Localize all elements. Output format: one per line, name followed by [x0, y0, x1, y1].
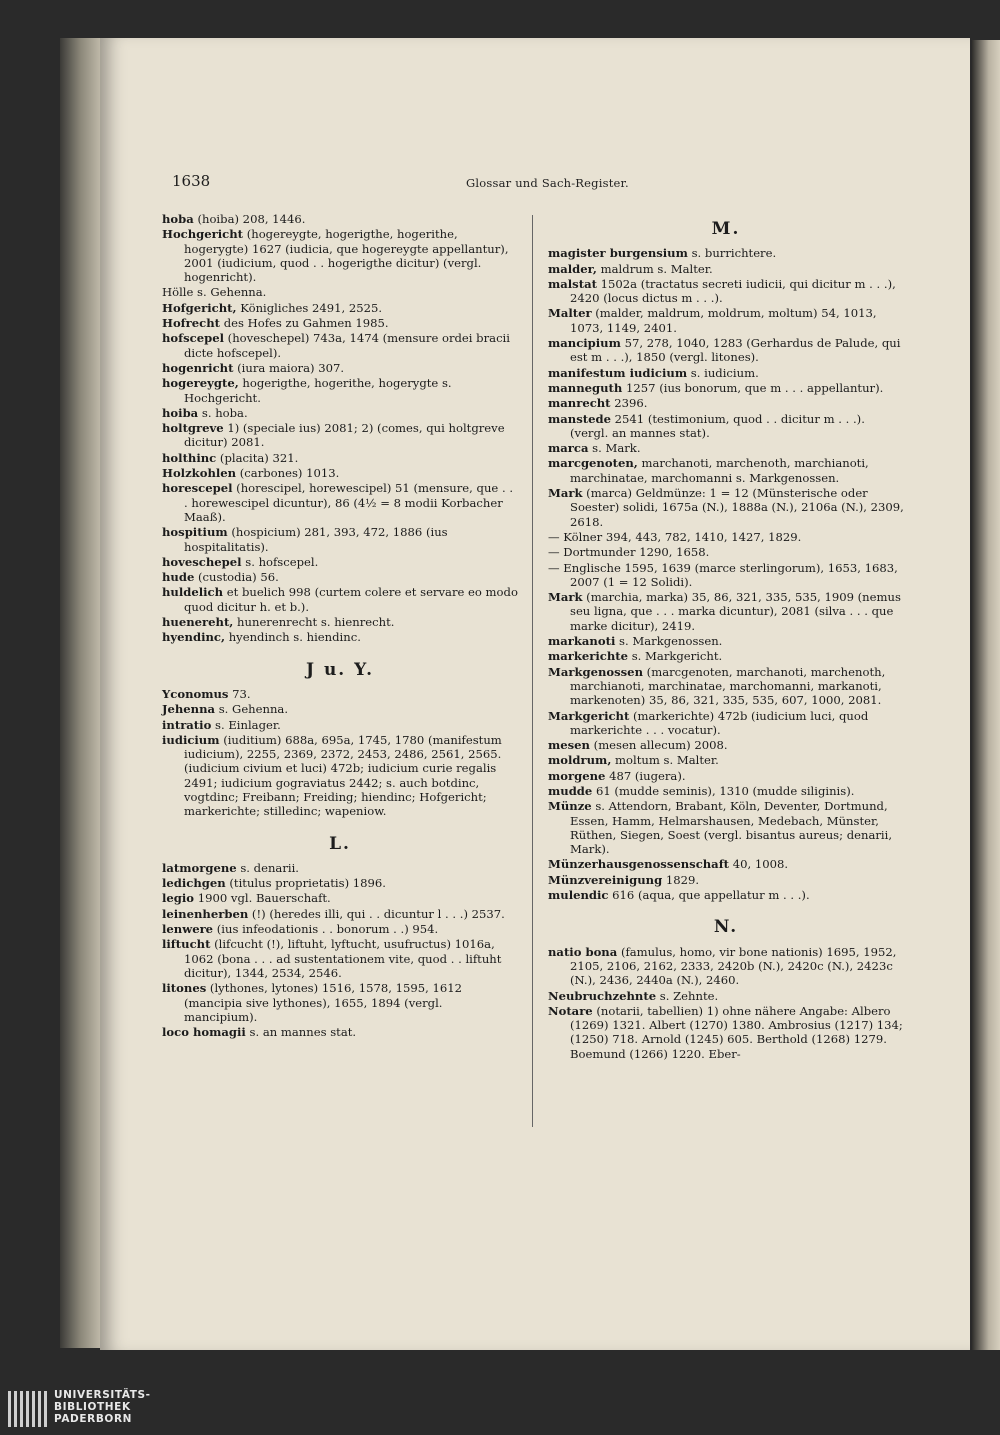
entry-term: hofscepel	[162, 331, 224, 346]
column-divider	[532, 215, 533, 1127]
entry-text: s. denarii.	[236, 860, 299, 875]
glossary-entry	[162, 570, 518, 584]
entry-text: — Kölner 394, 443, 782, 1410, 1427, 1829.	[548, 529, 802, 544]
entry-text: 2541 (testimonium, quod . . dicitur m . . .). (vergl. an mannes stat).	[570, 411, 865, 440]
heading-l: L.	[329, 833, 351, 854]
entry-text: 1829.	[662, 872, 700, 887]
entry-text: s. hofscepel.	[241, 554, 319, 569]
entry-term: huenereht,	[162, 615, 234, 630]
glossary-entry	[548, 769, 904, 783]
glossary-entry	[548, 530, 904, 544]
entry-term: hogereygte,	[162, 376, 239, 391]
logo-line-1: UNIVERSITÄTS-	[54, 1389, 151, 1401]
logo-line-3: PADERBORN	[54, 1413, 133, 1425]
glossary-entry	[548, 873, 904, 887]
glossary-entry	[162, 301, 518, 315]
entry-text: (lythones, lytones) 1516, 1578, 1595, 1612 (mancipia sive lythones), 1655, 1894 (vergl. mancipium).	[184, 981, 462, 1024]
entry-text: hogerigthe, hogerithe, hogerygte s. Hochgericht.	[184, 376, 452, 405]
glossary-entry	[548, 336, 904, 365]
entry-term: hoveschepel	[162, 554, 242, 569]
entry-term: Mark	[548, 486, 583, 501]
library-logo-text	[54, 1389, 151, 1425]
entry-text: 487 (iugera).	[605, 768, 686, 783]
entry-term: mulendic	[548, 888, 609, 903]
glossary-entry	[162, 285, 518, 299]
glossary-entry	[548, 1004, 904, 1061]
entry-text: s. Markgericht.	[628, 649, 723, 664]
entry-term: magister burgensium	[548, 246, 688, 261]
glossary-entry	[548, 396, 904, 410]
entry-term: holthinc	[162, 450, 217, 465]
entry-text: s. Mark.	[588, 441, 641, 456]
entry-term: manrecht	[548, 396, 611, 411]
glossary-entry	[548, 381, 904, 395]
glossary-entry	[548, 246, 904, 260]
entry-text: s. hoba.	[198, 405, 248, 420]
glossary-entry	[548, 412, 904, 441]
entry-text: (mesen allecum) 2008.	[589, 738, 728, 753]
entry-term: moldrum,	[548, 753, 612, 768]
entry-term: hoba	[162, 212, 194, 226]
glossary-entry	[162, 861, 518, 875]
glossary-entry	[548, 857, 904, 871]
entries-n	[548, 945, 904, 1061]
entry-term: huldelich	[162, 585, 224, 600]
glossary-entry	[162, 907, 518, 921]
entry-text: 61 (mudde seminis), 1310 (mudde siliginis).	[592, 783, 855, 798]
entry-text: hunerenrecht s. hienrecht.	[233, 615, 395, 630]
entry-term: Münzvereinigung	[548, 872, 663, 887]
entry-term: loco homagii	[162, 1025, 246, 1040]
glossary-entry	[162, 525, 518, 554]
entry-term: Holzkohlen	[162, 466, 237, 481]
entry-text: (placita) 321.	[216, 450, 299, 465]
entry-term: markerichte	[548, 649, 629, 664]
glossary-entry	[162, 876, 518, 890]
glossary-entry	[162, 331, 518, 360]
entry-text: s. Attendorn, Brabant, Köln, Deventer, Dortmund, Essen, Hamm, Helmarshausen, Medebach, Münster, Rüthen, Siegen, Soest (vergl. bisantus aureus; denarii, Mark).	[570, 799, 893, 857]
entry-term: mesen	[548, 738, 590, 753]
entry-term: Jehenna	[162, 702, 216, 717]
entry-text: marchanoti, marchenoth, marchianoti, marchinatae, marchomanni s. Markgenossen.	[570, 456, 869, 485]
entry-text: Hölle s. Gehenna.	[162, 285, 267, 300]
glossary-entry	[548, 799, 904, 856]
entry-text: 40, 1008.	[729, 857, 789, 872]
entry-term: Notare	[548, 1003, 593, 1018]
glossary-entry	[162, 702, 518, 716]
entry-term: Hofrecht	[162, 316, 221, 331]
entry-text: s. Gehenna.	[215, 702, 289, 717]
glossary-entry	[548, 665, 904, 708]
glossary-entry	[548, 738, 904, 752]
entry-term: morgene	[548, 768, 606, 783]
glossary-entry	[548, 590, 904, 633]
entry-text: (carbones) 1013.	[236, 466, 340, 481]
entry-text: 57, 278, 1040, 1283 (Gerhardus de Palude, qui est m . . .), 1850 (vergl. litones).	[570, 336, 901, 365]
entry-term: Yconomus	[162, 686, 229, 701]
entry-term: liftucht	[162, 937, 211, 952]
heading-j-y: J u. Y.	[305, 659, 375, 680]
entry-term: Neubruchzehnte	[548, 988, 657, 1003]
entry-text: 1) (speciale ius) 2081; 2) (comes, qui holtgreve dicitur) 2081.	[184, 421, 505, 450]
glossary-entry	[162, 981, 518, 1024]
glossary-entry	[162, 555, 518, 569]
entry-text: hyendinch s. hiendinc.	[225, 630, 361, 645]
entry-text: des Hofes zu Gahmen 1985.	[220, 316, 389, 331]
entry-text: 73.	[228, 686, 251, 701]
library-footer	[0, 1385, 1000, 1435]
glossary-entry	[548, 561, 904, 590]
glossary-entry	[548, 441, 904, 455]
entry-term: hude	[162, 570, 195, 585]
glossary-entry	[548, 262, 904, 276]
glossary-entry	[162, 466, 518, 480]
glossary-entry	[548, 486, 904, 529]
entry-text: s. Zehnte.	[656, 988, 719, 1003]
entry-term: latmorgene	[162, 860, 237, 875]
entry-text: (hogereygte, hogerigthe, hogerithe, hogerygte) 1627 (iudicia, que hogereygte appellantur), 2001 (iudicium, quod . . hogerigthe dicitur) (vergl. hogenricht).	[184, 227, 509, 285]
glossary-entry	[548, 784, 904, 798]
glossary-entry	[548, 306, 904, 335]
glossary-entry	[162, 733, 518, 819]
entry-term: Hofgericht,	[162, 300, 237, 315]
entry-term: legio	[162, 891, 195, 906]
facing-page-edge	[972, 40, 1000, 1350]
entry-text: (hoiba) 208, 1446.	[193, 212, 306, 226]
left-column	[162, 212, 518, 1040]
entry-text: (marca) Geldmünze: 1 = 12 (Münsterische oder Soester) solidi, 1675a (N.), 1888a (N.), 2106a (N.), 2309, 2618.	[570, 486, 904, 529]
glossary-entry	[162, 376, 518, 405]
entry-text: 1900 vgl. Bauerschaft.	[194, 891, 331, 906]
entry-term: hoiba	[162, 405, 199, 420]
entry-term: markanoti	[548, 634, 616, 649]
entry-term: intratio	[162, 717, 212, 732]
entry-term: hyendinc,	[162, 630, 226, 645]
entry-term: Münze	[548, 799, 592, 814]
glossary-entry	[162, 687, 518, 701]
glossary-entry	[548, 888, 904, 902]
glossary-entry	[162, 891, 518, 905]
glossary-entry	[162, 1025, 518, 1039]
glossary-entry	[162, 615, 518, 629]
entry-text: (horescipel, horewescipel) 51 (mensure, que . . . horewescipel dicuntur), 86 (4½ = 8 modii Korbacher Maaß).	[184, 481, 514, 524]
entry-term: natio bona	[548, 944, 618, 959]
entry-term: Markgericht	[548, 708, 630, 723]
page-header	[172, 172, 902, 196]
right-column	[548, 219, 904, 1062]
entry-text: s. Markgenossen.	[615, 634, 723, 649]
glossary-entry	[162, 922, 518, 936]
entry-text: (ius infeodationis . . bonorum . .) 954.	[213, 922, 439, 937]
entries-j-y	[162, 687, 518, 819]
entry-term: Hochgericht	[162, 227, 244, 242]
entry-term: Markgenossen	[548, 664, 643, 679]
entry-text: (marchia, marka) 35, 86, 321, 335, 535, 1909 (nemus seu ligna, que . . . marka dicuntur), 2081 (silva . . . que marke dicitur), 2419.	[570, 590, 901, 633]
entry-text: (!) (heredes illi, qui . . dicuntur l . . .) 2537.	[248, 906, 505, 921]
entry-text: (titulus proprietatis) 1896.	[225, 876, 386, 891]
glossary-entry	[548, 753, 904, 767]
glossary-entry	[162, 227, 518, 284]
entry-text: et buelich 998 (curtem colere et servare eo modo quod dicitur h. et b.).	[184, 585, 518, 614]
entry-text: (hoveschepel) 743a, 1474 (mensure ordei bracii dicte hofscepel).	[184, 331, 510, 360]
entry-text: (iuditium) 688a, 695a, 1745, 1780 (manifestum iudicium), 2255, 2369, 2372, 2453, 2486, 2561, 2565. (iudicium civium et luci) 472b; iudicium curie regalis 2491; iudicium gograviatus 2442; s. auch botdinc, vogtdinc; Freibann; Freiding; hiendinc; Hofgericht; markerichte; stilledinc; wapeniow.	[184, 732, 502, 819]
entry-text: (notarii, tabellien) 1) ohne nähere Angabe: Albero (1269) 1321. Albert (1270) 1380. Ambrosius (1217) 134; (1250) 718. Arnold (1245) 605. Berthold (1268) 1279. Boemund (1266) 1220. Eber-	[570, 1003, 903, 1061]
entry-text: maldrum s. Malter.	[596, 261, 713, 276]
glossary-entry	[548, 989, 904, 1003]
entry-term: manifestum iudicium	[548, 365, 688, 380]
entry-term: Malter	[548, 306, 592, 321]
entry-term: manneguth	[548, 380, 623, 395]
entries-l	[162, 861, 518, 1040]
entry-text: — Englische 1595, 1639 (marce sterlingorum), 1653, 1683, 2007 (1 = 12 Solidi).	[548, 560, 898, 589]
glossary-entry	[162, 481, 518, 524]
entry-term: marca	[548, 441, 589, 456]
glossary-entry	[548, 545, 904, 559]
glossary-entry	[162, 212, 518, 226]
entry-text: (marcgenoten, marchanoti, marchenoth, marchianoti, marchinatae, marchomanni, markanoti, markenoten) 35, 86, 321, 335, 535, 607, 1000, 2081.	[570, 664, 886, 708]
glossary-entry	[162, 361, 518, 375]
entries-m	[548, 246, 904, 902]
glossary-entry	[548, 366, 904, 380]
entry-term: hospitium	[162, 525, 228, 540]
entry-term: malstat	[548, 276, 597, 291]
entry-text: s. burrichtere.	[687, 246, 777, 261]
glossary-entry	[162, 421, 518, 450]
entry-term: lenwere	[162, 922, 214, 937]
glossary-entry	[162, 937, 518, 980]
entry-text: (hospicium) 281, 393, 472, 1886 (ius hospitalitatis).	[184, 525, 448, 554]
entry-term: ledichgen	[162, 876, 226, 891]
library-logo-icon	[8, 1391, 48, 1427]
entry-text: (famulus, homo, vir bone nationis) 1695, 1952, 2105, 2106, 2162, 2333, 2420b (N.), 2420c (N.), 2423c (N.), 2436, 2440a (N.), 2460.	[570, 944, 897, 988]
entry-term: mancipium	[548, 336, 621, 351]
glossary-entry	[162, 451, 518, 465]
glossary-entry	[162, 406, 518, 420]
entry-term: iudicium	[162, 732, 220, 747]
entry-text: 616 (aqua, que appellatur m . . .).	[608, 888, 810, 903]
entry-text: 1257 (ius bonorum, que m . . . appellantur).	[622, 380, 884, 395]
entry-text: s. Einlager.	[211, 717, 281, 732]
entry-term: manstede	[548, 411, 611, 426]
entry-text: — Dortmunder 1290, 1658.	[548, 545, 710, 560]
entries-h	[162, 212, 518, 645]
entry-text: 1502a (tractatus secreti iudicii, qui dicitur m . . .), 2420 (locus dictus m . . .).	[570, 276, 896, 306]
entry-term: hogenricht	[162, 360, 234, 375]
glossary-entry	[548, 456, 904, 485]
entry-text: s. an mannes stat.	[245, 1025, 357, 1040]
entry-term: horescepel	[162, 481, 233, 496]
entry-text: (lifcucht (!), liftuht, lyftucht, usufructus) 1016a, 1062 (bona . . . ad sustentationem vite, quod . . liftuht dicitur), 1344, 2534, 2546.	[184, 937, 502, 980]
entry-term: malder,	[548, 261, 597, 276]
entry-term: holtgreve	[162, 421, 224, 436]
entry-text: moltum s. Malter.	[611, 753, 719, 768]
entry-text: (markerichte) 472b (iudicium luci, quod markerichte . . . vocatur).	[570, 708, 869, 737]
entry-text: s. iudicium.	[687, 365, 759, 380]
entry-term: litones	[162, 981, 207, 996]
entry-term: marcgenoten,	[548, 456, 638, 471]
entry-text: 2396.	[610, 396, 648, 411]
glossary-entry	[162, 718, 518, 732]
heading-n: N.	[713, 917, 739, 938]
entry-text: (custodia) 56.	[194, 570, 279, 585]
entry-term: Mark	[548, 590, 583, 605]
entry-text: Königliches 2491, 2525.	[236, 300, 383, 315]
glossary-entry	[162, 630, 518, 644]
logo-line-2: BIBLIOTHEK	[54, 1401, 131, 1413]
glossary-entry	[548, 945, 904, 988]
glossary-entry	[548, 649, 904, 663]
glossary-entry	[548, 709, 904, 738]
entry-text: (iura maiora) 307.	[233, 360, 345, 375]
entry-text: (malder, maldrum, moldrum, moltum) 54, 1013, 1073, 1149, 2401.	[570, 306, 877, 335]
glossary-entry	[548, 634, 904, 648]
entry-term: Münzerhausgenossenschaft	[548, 857, 730, 872]
glossary-entry	[162, 585, 518, 614]
glossary-entry	[162, 316, 518, 330]
entry-term: mudde	[548, 783, 593, 798]
glossary-entry	[548, 277, 904, 306]
running-head: Glossar und Sach-Register.	[466, 176, 629, 190]
heading-m: M.	[711, 219, 741, 239]
page-number: 1638	[172, 172, 211, 190]
entry-term: leinenherben	[162, 906, 249, 921]
